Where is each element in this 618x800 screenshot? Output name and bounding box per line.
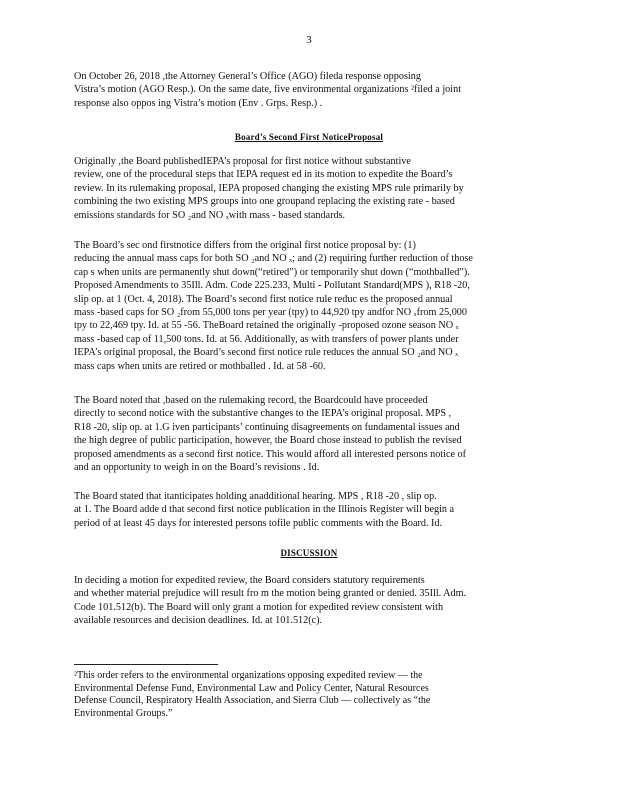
text-line: Proposed Amendments to 35Ill. Adm. Code 225.233, Multi - Pollutant Standard(MPS ), R18 -20, [74, 280, 470, 292]
text-line: mass -based caps for SO ₂from 55,000 tons per year (tpy) to 44,920 tpy andfor NO ₓfrom 25,000 [74, 307, 467, 319]
footnote-line: Environmental Defense Fund, Environmental Law and Policy Center, Natural Resources [74, 682, 429, 694]
section-heading-discussion: DISCUSSION [280, 548, 338, 558]
text-line: response also oppos ing Vistra’s motion (Env . Grps. Resp.) . [74, 97, 323, 109]
text-line: The Board’s sec ond firstnotice differs from the original first notice proposal by: (1) [74, 240, 416, 251]
footnote-line: ²This order refers to the environmental organizations opposing expedited review — the [74, 670, 423, 681]
text-line: proposed amendments as a second first notice. This would afford all interested persons notice of [74, 448, 467, 460]
text-line: Vistra’s motion (AGO Resp.). On the same date, five environmental organizations ²filed a joint [74, 84, 462, 96]
text-line: combining the two existing MPS groups into one groupand replacing the existing rate - based [74, 196, 455, 208]
paragraph-additional-hearing [74, 490, 540, 530]
text-line: IEPA’s original proposal, the Board’s second first notice rule reduces the annual SO ₂and NO ₓ [74, 347, 459, 359]
text-line: slip op. at 1 (Oct. 4, 2018). The Board’s second first notice rule reduc es the proposed annual [74, 293, 453, 305]
paragraph-board-noted [74, 394, 540, 474]
text-line: period of at least 45 days for interested persons tofile public comments with the Board. Id. [74, 517, 443, 529]
text-line: On October 26, 2018 ,the Attorney General’s Office (AGO) fileda response opposing [74, 71, 421, 82]
footnote-line: Defense Council, Respiratory Health Association, and Sierra Club — collectively as “the [74, 695, 431, 707]
text-line: R18 -20, slip op. at 1.G iven participants’ continuing disagreements on fundamental issues and [74, 421, 460, 433]
text-line: Originally ,the Board publishedIEPA’s proposal for first notice without substantive [74, 156, 411, 167]
page-number: 3 [306, 34, 312, 46]
text-line: mass caps when units are retired or mothballed . Id. at 58 -60. [74, 360, 326, 372]
text-line: The Board noted that ,based on the rulemaking record, the Boardcould have proceeded [74, 395, 428, 406]
text-line: at 1. The Board adde d that second first notice publication in the Illinois Register will begin a [74, 504, 455, 516]
text-line: the high degree of public participation, however, the Board chose instead to publish the revised [74, 435, 462, 447]
paragraph-discussion [74, 574, 540, 628]
text-line: directly to second notice with the substantive changes to the IEPA’s original proposal. MPS , [74, 408, 452, 420]
text-line: tpy to 22,469 tpy. Id. at 55 -56. TheBoard retained the originally -proposed ozone season NO ₓ [74, 320, 459, 332]
text-line: available resources and decision deadlines. Id. at 101.512(c). [74, 615, 323, 627]
footnote-divider [74, 664, 218, 665]
footnote-line: Environmental Groups.” [74, 707, 173, 719]
text-line: In deciding a motion for expedited review, the Board considers statutory requirements [74, 575, 425, 586]
text-line: reducing the annual mass caps for both SO ₂and NO ₓ; and (2) requiring further reduction of those [74, 253, 473, 265]
section-heading-second-first-notice: Board’s Second First NoticeProposal [234, 132, 384, 142]
text-line: and an opportunity to weigh in on the Board’s revisions . Id. [74, 462, 320, 474]
text-line: The Board stated that itanticipates holding anadditional hearing. MPS , R18 -20 , slip op. [74, 491, 437, 502]
text-line: and whether material prejudice will result fro m the motion being granted or denied. 35Ill. Adm. [74, 588, 467, 600]
text-line: mass -based cap of 11,500 tons. Id. at 56. Additionally, as with transfers of power plants under [74, 333, 459, 345]
text-line: review. In its rulemaking proposal, IEPA proposed changing the existing MPS rule primarily by [74, 182, 464, 194]
footnote [74, 670, 540, 720]
paragraph-original-proposal [74, 155, 540, 222]
paragraph-second-first-notice-differences [74, 239, 540, 373]
text-line: emissions standards for SO ₂and NO ₓwith mass - based standards. [74, 209, 346, 221]
text-line: review, one of the procedural steps that IEPA request ed in its motion to expedite the Board’s [74, 169, 453, 181]
text-line: Code 101.512(b). The Board will only grant a motion for expedited review consistent with [74, 601, 444, 613]
paragraph-ago-response [74, 70, 540, 110]
text-line: cap s when units are permanently shut down(“retired”) or temporarily shut down (“mothballed”). [74, 266, 470, 278]
